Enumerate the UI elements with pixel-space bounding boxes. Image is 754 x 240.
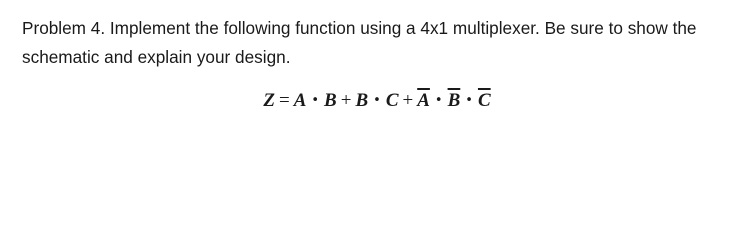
boolean-equation: [0, 88, 754, 114]
problem-statement: Problem 4. Implement the following function using a 4x1 multiplexer. Be sure to show the schematic and explain your design.: [22, 18, 697, 67]
variable-b: B: [324, 90, 337, 111]
or-operator: +: [340, 90, 352, 111]
variable-a-complement: $\overline{A}$: [417, 90, 430, 111]
equals-sign: =: [278, 90, 290, 111]
and-operator: •: [373, 93, 381, 108]
equation-rhs: [294, 90, 491, 111]
variable-b-complement: $\overline{B}$: [447, 90, 461, 111]
equation-lhs: Z: [263, 90, 275, 111]
and-operator: •: [465, 93, 473, 108]
and-operator: •: [311, 93, 320, 108]
variable-a: A: [293, 90, 307, 111]
or-operator: +: [402, 90, 414, 111]
variable-c-complement: $\overline{C}$: [477, 90, 491, 111]
variable-b: B: [355, 90, 369, 111]
variable-c: C: [385, 90, 399, 111]
and-operator: •: [434, 93, 443, 108]
